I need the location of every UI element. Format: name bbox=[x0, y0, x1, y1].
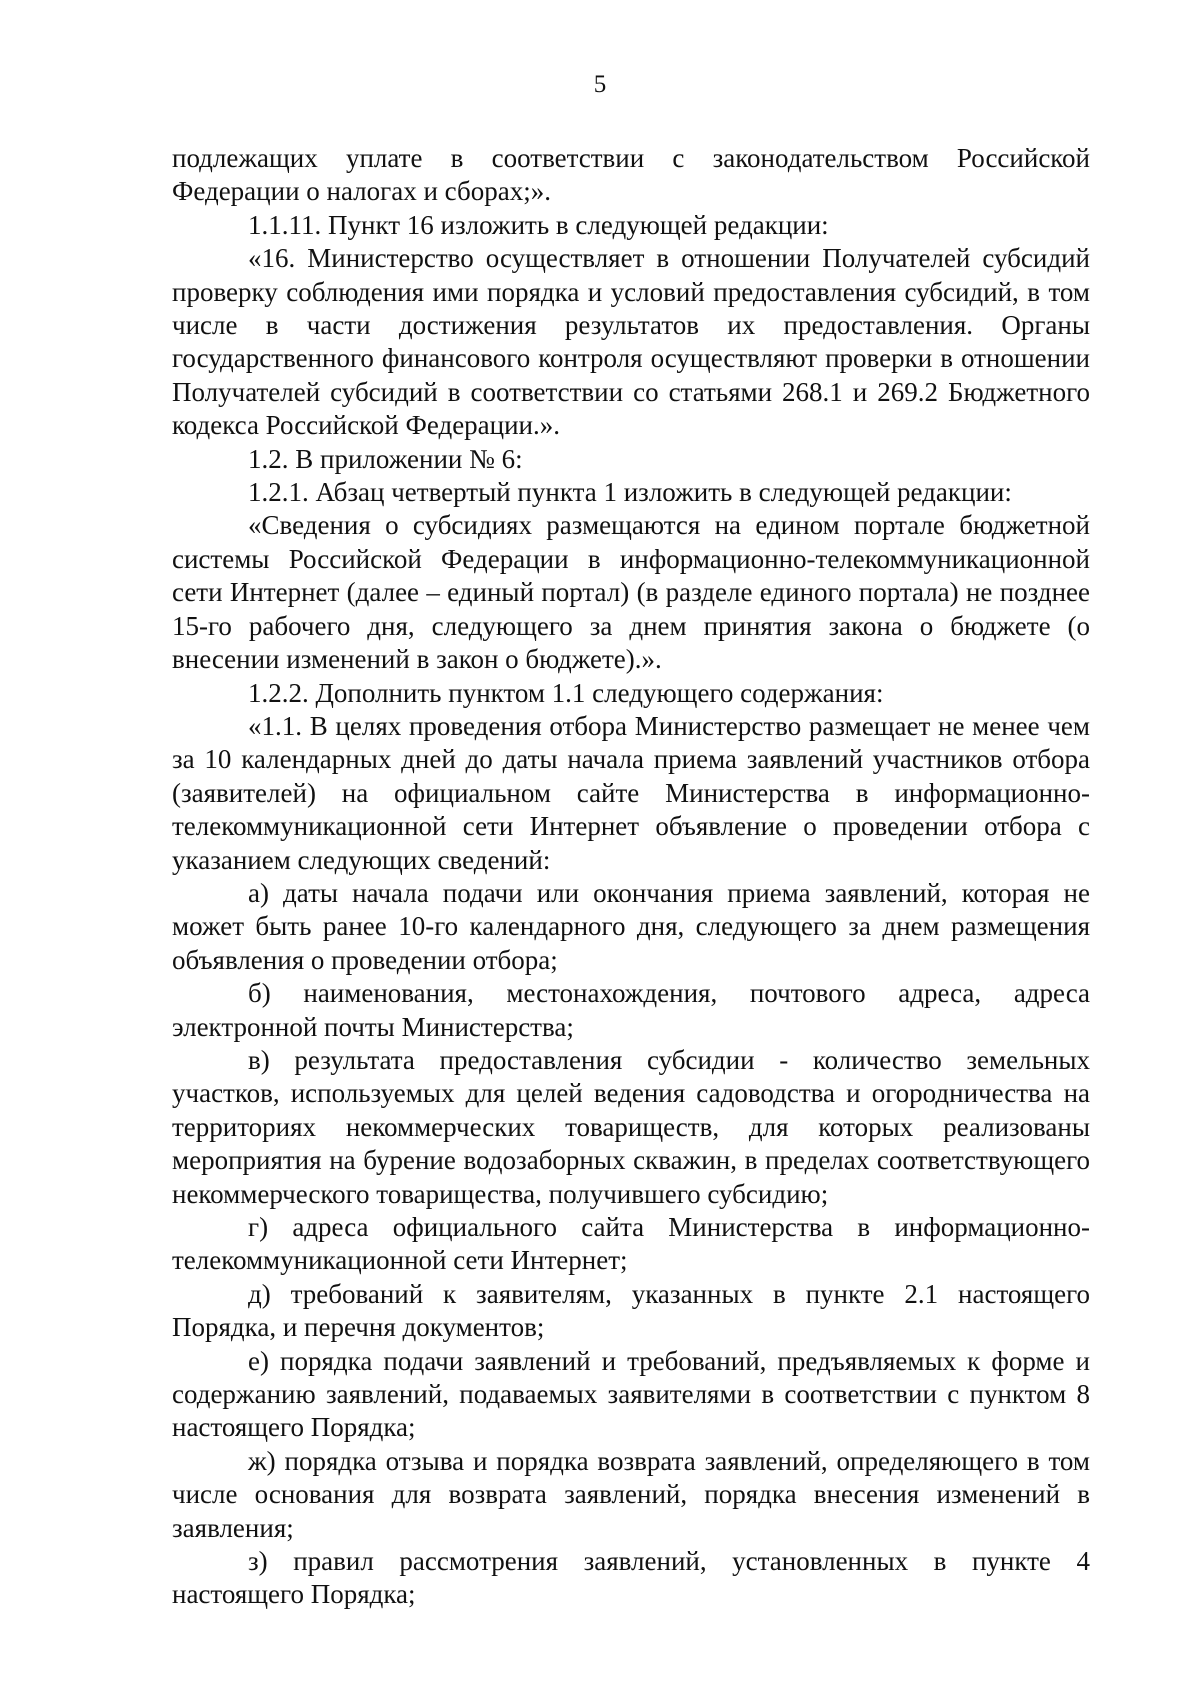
paragraph-point-16: «16. Министерство осуществляет в отношении Получателей субсидий проверку соблюдения ими порядка и условий предоставления субсидий, в том числе в части достижения результатов их предоставления. Органы государственного финансового контроля осуществляют проверки в отношении Получателей субсидий в соответствии со статьями 268.1 и 269.2 Бюджетного кодекса Российской Федерации.». bbox=[172, 243, 1090, 441]
paragraph-list-g: г) адреса официального сайта Министерства в информационно-телекоммуникационной сети Интернет; bbox=[172, 1212, 1090, 1276]
paragraph-continuation: подлежащих уплате в соответствии с законодательством Российской Федерации о налогах и сборах;». bbox=[172, 143, 1090, 207]
document-body bbox=[172, 142, 1090, 1612]
paragraph-item-1-1-11: 1.1.11. Пункт 16 изложить в следующей редакции: bbox=[248, 209, 829, 240]
paragraph-item-1-2: 1.2. В приложении № 6: bbox=[248, 443, 523, 474]
page-number: 5 bbox=[593, 71, 607, 98]
paragraph-point-1-1: «1.1. В целях проведения отбора Министерство размещает не менее чем за 10 календарных дней до даты начала приема заявлений участников отбора (заявителей) на официальном сайте Министерства в информационно-телекоммуникационной сети Интернет объявление о проведении отбора с указанием следующих сведений: bbox=[172, 710, 1090, 875]
paragraph-list-zh: ж) порядка отзыва и порядка возврата заявлений, определяющего в том числе основания для возврата заявлений, порядка внесения изменений в заявления; bbox=[172, 1445, 1090, 1543]
paragraph-item-1-2-2: 1.2.2. Дополнить пунктом 1.1 следующего содержания: bbox=[248, 677, 884, 708]
paragraph-list-e: е) порядка подачи заявлений и требований, предъявляемых к форме и содержанию заявлений, подаваемых заявителями в соответствии с пунктом 8 настоящего Порядка; bbox=[172, 1345, 1090, 1443]
paragraph-item-1-2-1: 1.2.1. Абзац четвертый пункта 1 изложить в следующей редакции: bbox=[248, 477, 1012, 508]
paragraph-subsidy-info: «Сведения о субсидиях размещаются на едином портале бюджетной системы Российской Федерации в информационно-телекоммуникационной сети Интернет (далее – единый портал) (в разделе единого портала) не позднее 15-го рабочего дня, следующего за днем принятия закона о бюджете (о внесении изменений в закон о бюджете).». bbox=[172, 510, 1090, 675]
paragraph-list-a: а) даты начала подачи или окончания приема заявлений, которая не может быть ранее 10-го календарного дня, следующего за днем размещения объявления о проведении отбора; bbox=[172, 877, 1090, 975]
paragraph-list-v: в) результата предоставления субсидии - количество земельных участков, используемых для целей ведения садоводства и огородничества на территориях некоммерческих товариществ, для которых реализованы мероприятия на бурение водозаборных скважин, в пределах соответствующего некоммерческого товарищества, получившего субсидию; bbox=[172, 1044, 1090, 1209]
paragraph-list-z: з) правил рассмотрения заявлений, установленных в пункте 4 настоящего Порядка; bbox=[172, 1546, 1090, 1610]
paragraph-list-b: б) наименования, местонахождения, почтового адреса, адреса электронной почты Министерства; bbox=[172, 978, 1090, 1042]
paragraph-list-d: д) требований к заявителям, указанных в пункте 2.1 настоящего Порядка, и перечня документов; bbox=[172, 1278, 1090, 1343]
